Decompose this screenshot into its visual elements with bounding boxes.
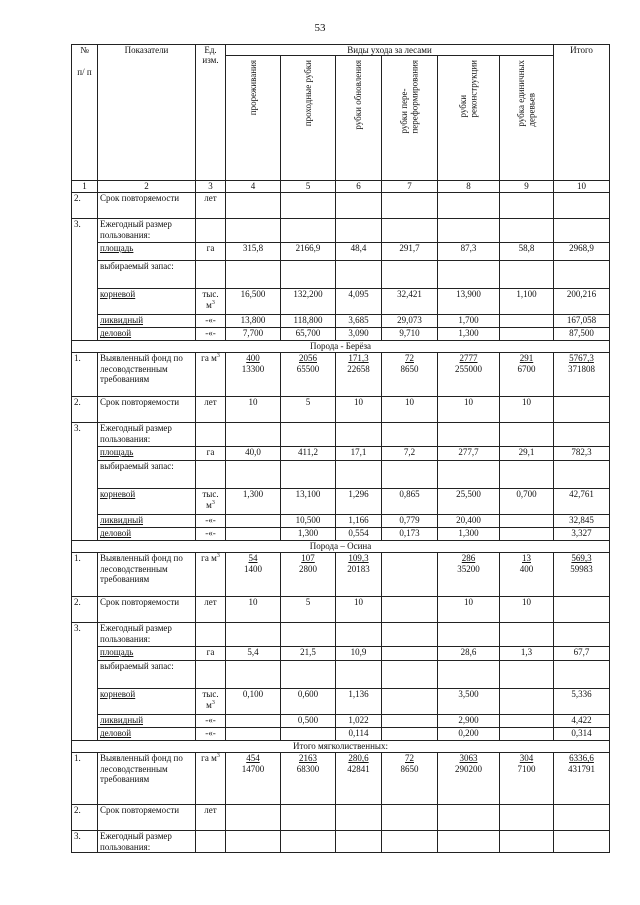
table-row [72,805,610,831]
row-label: площадь [98,243,196,261]
value-cell: 3,500 [438,689,500,715]
value-cell: 1,166 [336,515,382,528]
row-unit: га $м^3$ [196,553,226,597]
fraction-bottom: 65500 [296,363,320,374]
column-numbers-row [72,181,610,193]
header-col-renewal: рубки обновления [336,56,382,181]
fraction-cell [500,353,554,397]
value-cell: 1,3 [500,647,554,661]
fraction-cell [554,353,610,397]
row-label: Ежегодный размер пользования: [98,219,196,243]
fraction-top: 280,6 [348,753,369,764]
value-cell: 0,554 [336,528,382,541]
value-cell [554,597,610,623]
row-number [72,243,98,261]
row-number [72,715,98,728]
fraction-bottom: 2800 [299,563,317,574]
fraction-cell [500,553,554,597]
value-cell: 13,800 [226,315,281,328]
fraction-bottom: 1400 [244,563,262,574]
fraction-bottom: 35200 [457,563,480,574]
fraction-top: 2056 [299,353,317,364]
col-num: 2 [98,181,196,193]
col-num: 7 [382,181,438,193]
row-number [72,515,98,528]
value-cell: 1,136 [336,689,382,715]
value-cell: 277,7 [438,447,500,461]
header-num-sub: п/ п [77,67,92,78]
fraction-cell [226,353,281,397]
value-cell: 10,500 [281,515,336,528]
value-cell: 9,710 [382,328,438,341]
header-num [72,45,98,181]
value-cell [500,528,554,541]
value-cell: 200,216 [554,289,610,315]
value-cell: 782,3 [554,447,610,461]
value-cell: 3,090 [336,328,382,341]
section-title-soft-leaved: Итого мягколиственных: [72,741,610,753]
fraction-top: 400 [246,353,260,364]
fraction-cell [382,553,438,597]
value-cell: 0,200 [438,728,500,741]
header-row [72,45,610,56]
row-label: корневой [98,289,196,315]
fraction-bottom: 6700 [517,363,536,374]
row-label: площадь [98,647,196,661]
row-number: 2. [72,805,98,831]
table-row [72,715,610,728]
row-unit: -«- [196,515,226,528]
row-number [72,489,98,515]
row-label: корневой [98,489,196,515]
value-cell: 1,022 [336,715,382,728]
fraction-cell [554,553,610,597]
row-label: Выявленный фонд по лесоводственным требованиям [98,553,196,597]
fraction-top: 6336,6 [569,753,594,764]
row-unit: тыс. $м^3$ [196,289,226,315]
value-cell: 0,500 [281,715,336,728]
row-unit: -«- [196,328,226,341]
fraction-cell [336,553,382,597]
table-row [72,597,610,623]
value-cell: 7,2 [382,447,438,461]
value-cell: 13,900 [438,289,500,315]
fraction-top: 109,3 [348,553,369,564]
row-unit: -«- [196,715,226,728]
value-cell: 0,100 [226,689,281,715]
row-unit: -«- [196,315,226,328]
value-cell: 4,422 [554,715,610,728]
row-number: 3. [72,423,98,447]
row-number: 1. [72,753,98,805]
row-label: деловой [98,328,196,341]
row-label: выбираемый запас: [98,661,196,689]
value-cell [500,715,554,728]
value-cell: 132,200 [281,289,336,315]
col-num: 5 [281,181,336,193]
header-col-reconstruction: рубки реконструкции [438,56,500,181]
row-unit: лет [196,193,226,219]
row-unit: лет [196,805,226,831]
fraction-bottom: 13300 [241,363,265,374]
fraction-cell [336,353,382,397]
value-cell: 10 [336,597,382,623]
col-num: 9 [500,181,554,193]
value-cell: 291,7 [382,243,438,261]
row-unit: лет [196,397,226,423]
fraction-bottom: 8650 [400,763,419,774]
value-cell: 10 [500,397,554,423]
table-row [72,515,610,528]
forest-care-table [71,44,610,853]
row-unit: -«- [196,728,226,741]
fraction-top: 13 [522,553,531,564]
table-row [72,753,610,805]
value-cell: 3,685 [336,315,382,328]
value-cell: 118,800 [281,315,336,328]
value-cell: 3,327 [554,528,610,541]
value-cell: 10 [226,597,281,623]
fraction-cell [438,553,500,597]
value-cell [500,315,554,328]
row-unit: га [196,243,226,261]
section-title-birch: Порода - Берёза [72,341,610,353]
table-row [72,447,610,461]
fraction-bottom: 14700 [241,763,265,774]
row-number: 1. [72,553,98,597]
header-num-label: № [80,45,89,55]
value-cell [226,715,281,728]
row-number: 3. [72,831,98,853]
fraction-top: 569,3 [571,553,592,564]
table-row [72,243,610,261]
fraction-bottom: 20183 [347,563,370,574]
fraction-cell [281,353,336,397]
row-number: 3. [72,623,98,647]
header-group: Виды ухода за лесами [226,45,554,56]
row-label: Срок повторяемости [98,805,196,831]
row-label: Срок повторяемости [98,597,196,623]
fraction-bottom: 371808 [568,363,596,374]
value-cell: 29,073 [382,315,438,328]
row-label: площадь [98,447,196,461]
table-row [72,489,610,515]
table-row [72,831,610,853]
row-unit: лет [196,597,226,623]
value-cell: 2,900 [438,715,500,728]
fraction-cell [226,753,281,805]
fraction-cell [281,553,336,597]
fraction-cell [281,753,336,805]
header-col-passage: проходные рубки [281,56,336,181]
row-unit: га [196,647,226,661]
table-row [72,623,610,647]
value-cell: 4,095 [336,289,382,315]
row-label: Выявленный фонд по лесоводственным требованиям [98,353,196,397]
fraction-top: 2777 [459,353,478,364]
value-cell: 87,500 [554,328,610,341]
row-number [72,528,98,541]
table-row [72,423,610,447]
col-num: 6 [336,181,382,193]
section-row [72,741,610,753]
row-unit: тыс. $м^3$ [196,689,226,715]
value-cell [281,728,336,741]
value-cell: 25,500 [438,489,500,515]
fraction-bottom: 255000 [455,363,482,374]
table-row [72,315,610,328]
col-num: 10 [554,181,610,193]
row-number: 1. [72,353,98,397]
row-number [72,689,98,715]
value-cell: 1,296 [336,489,382,515]
table-row [72,193,610,219]
table-row [72,397,610,423]
value-cell [226,515,281,528]
fraction-top: 107 [301,553,315,564]
fraction-top: 171,3 [348,353,369,364]
fraction-top: 72 [405,753,414,764]
row-label: Срок повторяемости [98,397,196,423]
value-cell: 0,700 [500,489,554,515]
value-cell [226,728,281,741]
table-row [72,689,610,715]
row-number: 2. [72,597,98,623]
value-cell: 0,865 [382,489,438,515]
value-cell [382,728,438,741]
fraction-top: 304 [519,753,534,764]
value-cell: 1,300 [438,528,500,541]
row-label: Ежегодный размер пользования: [98,423,196,447]
value-cell: 167,058 [554,315,610,328]
fraction-top: 72 [405,353,414,364]
value-cell [382,597,438,623]
fraction-bottom: 400 [519,563,534,574]
row-label: деловой [98,528,196,541]
fraction-top: 54 [248,553,258,564]
value-cell: 10,9 [336,647,382,661]
value-cell: 7,700 [226,328,281,341]
value-cell: 0,314 [554,728,610,741]
fraction-bottom: 290200 [455,763,482,774]
value-cell: 411,2 [281,447,336,461]
value-cell: 1,700 [438,315,500,328]
value-cell: 10 [226,397,281,423]
table-row [72,661,610,689]
col-num: 1 [72,181,98,193]
fraction-top: 5767,3 [569,353,594,364]
fraction-cell [438,753,500,805]
col-num: 4 [226,181,281,193]
value-cell: 32,845 [554,515,610,528]
value-cell: 1,300 [438,328,500,341]
table-row [72,647,610,661]
table-row [72,553,610,597]
row-unit: га $м^3$ [196,353,226,397]
table-row [72,289,610,315]
value-cell: 58,8 [500,243,554,261]
col-num: 3 [196,181,226,193]
value-cell: 40,0 [226,447,281,461]
value-cell: 0,173 [382,528,438,541]
value-cell: 65,700 [281,328,336,341]
row-label: выбираемый запас: [98,461,196,489]
row-number [72,289,98,315]
row-label: выбираемый запас: [98,261,196,289]
table-row [72,353,610,397]
row-number [72,328,98,341]
header-col-single-trees: рубка единичных деревьев [500,56,554,181]
value-cell: 2166,9 [281,243,336,261]
value-cell: 42,761 [554,489,610,515]
value-cell: 10 [382,397,438,423]
fraction-top: 3063 [459,753,478,764]
value-cell: 13,100 [281,489,336,515]
value-cell [554,397,610,423]
table-row [72,261,610,289]
row-label: Ежегодный размер пользования: [98,831,196,853]
row-label: ликвидный [98,515,196,528]
value-cell [382,689,438,715]
row-label: Выявленный фонд по лесоводственным требованиям [98,753,196,805]
row-number: 2. [72,397,98,423]
table-row [72,461,610,489]
section-row [72,541,610,553]
fraction-top: 2163 [299,753,317,764]
value-cell: 67,7 [554,647,610,661]
fraction-cell [382,753,438,805]
row-number [72,315,98,328]
value-cell: 29,1 [500,447,554,461]
value-cell: 87,3 [438,243,500,261]
row-unit: -«- [196,528,226,541]
row-label: Срок повторяемости [98,193,196,219]
fraction-bottom: 431791 [568,763,596,774]
row-label: корневой [98,689,196,715]
header-total: Итого [554,45,610,181]
row-number [72,447,98,461]
value-cell [382,647,438,661]
section-title-aspen: Порода – Осина [72,541,610,553]
value-cell [500,515,554,528]
fraction-cell [226,553,281,597]
row-number: 3. [72,219,98,243]
value-cell: 10 [500,597,554,623]
fraction-cell [382,353,438,397]
value-cell: 10 [336,397,382,423]
header-col-thinning: прореживания [226,56,281,181]
col-num: 8 [438,181,500,193]
row-number: 2. [72,193,98,219]
value-cell: 5,336 [554,689,610,715]
table-row [72,328,610,341]
value-cell: 5,4 [226,647,281,661]
header-col-reformation: рубки пере- переформирования [382,56,438,181]
row-unit: га $м^3$ [196,753,226,805]
fraction-top: 454 [246,753,260,764]
value-cell [500,328,554,341]
row-label: ликвидный [98,715,196,728]
row-label: ликвидный [98,315,196,328]
section-row [72,341,610,353]
value-cell: 10 [438,597,500,623]
value-cell: 48,4 [336,243,382,261]
row-number [72,728,98,741]
value-cell: 0,114 [336,728,382,741]
fraction-bottom: 8650 [400,363,419,374]
value-cell: 20,400 [438,515,500,528]
value-cell: 0,600 [281,689,336,715]
value-cell: 32,421 [382,289,438,315]
value-cell: 21,5 [281,647,336,661]
table-row [72,528,610,541]
value-cell [500,728,554,741]
value-cell: 17,1 [336,447,382,461]
header-unit: Ед. изм. [196,45,226,181]
row-unit: тыс. $м^3$ [196,489,226,515]
fraction-cell [554,753,610,805]
table-row [72,728,610,741]
value-cell: 10 [438,397,500,423]
row-label: деловой [98,728,196,741]
row-unit: га [196,447,226,461]
fraction-cell [336,753,382,805]
value-cell: 0,779 [382,515,438,528]
fraction-top: 286 [461,553,476,564]
fraction-bottom: 22658 [347,363,370,374]
value-cell: 1,300 [281,528,336,541]
fraction-top: 291 [519,353,534,364]
value-cell: 1,100 [500,289,554,315]
value-cell [382,715,438,728]
fraction-bottom: 68300 [296,763,320,774]
fraction-bottom: 59983 [570,563,593,574]
fraction-bottom: 42841 [347,763,370,774]
fraction-cell [500,753,554,805]
value-cell [500,689,554,715]
value-cell: 28,6 [438,647,500,661]
fraction-cell [438,353,500,397]
page-number: 53 [314,22,326,34]
value-cell: 2968,9 [554,243,610,261]
row-number [72,647,98,661]
value-cell [226,528,281,541]
value-cell: 5 [281,397,336,423]
value-cell: 5 [281,597,336,623]
row-label: Ежегодный размер пользования: [98,623,196,647]
table-row [72,219,610,243]
header-indicators: Показатели [98,45,196,181]
value-cell: 1,300 [226,489,281,515]
value-cell: 16,500 [226,289,281,315]
value-cell: 315,8 [226,243,281,261]
fraction-bottom: 7100 [517,763,536,774]
